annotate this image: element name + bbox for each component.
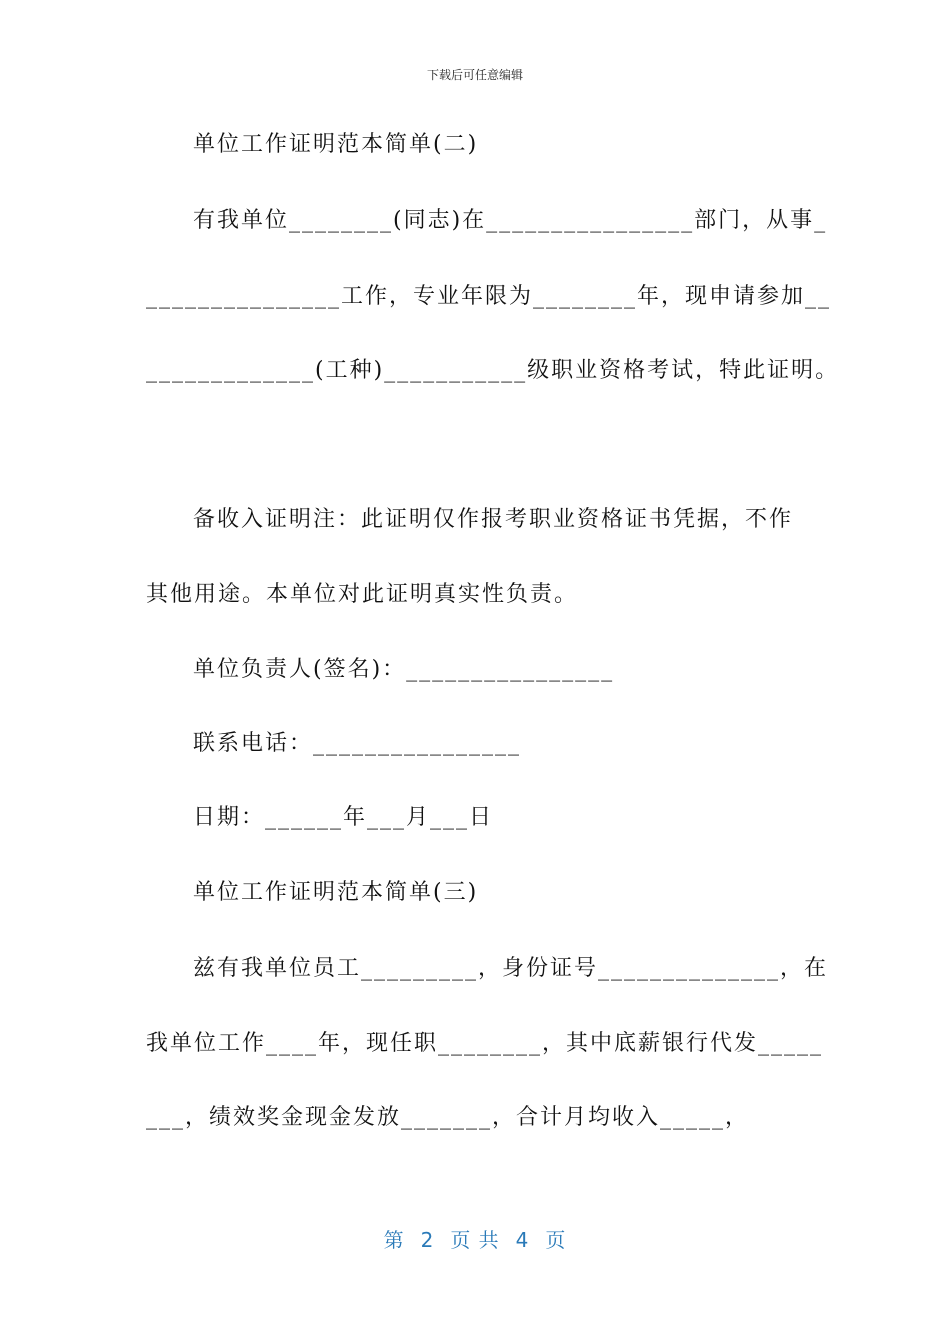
section-title-3: 单位工作证明范本简单(三) xyxy=(193,880,479,905)
employment-line-2: 我单位工作____年，现任职________，其中底薪银行代发_____ xyxy=(146,1031,824,1056)
employment-line-1: 兹有我单位员工_________，身份证号______________，在 xyxy=(193,956,829,981)
page-header-note: 下载后可任意编辑 xyxy=(426,68,523,82)
signer-line: 单位负责人(签名)：________________ xyxy=(193,657,615,682)
date-line: 日期：______年___月___日 xyxy=(193,805,494,830)
certificate-line-3: _____________(工种)___________级职业资格考试，特此证明。 xyxy=(146,358,840,383)
footer-label-total: 页 共 xyxy=(450,1228,500,1252)
income-note-line-2: 其他用途。本单位对此证明真实性负责。 xyxy=(146,582,579,607)
page-footer xyxy=(0,1224,950,1253)
phone-line: 联系电话：________________ xyxy=(193,731,522,756)
employment-line-3: ___，绩效奖金现金发放_______，合计月均收入_____， xyxy=(146,1105,750,1130)
certificate-line-1: 有我单位________(同志)在________________部门，从事_ xyxy=(193,208,828,233)
section-title-2: 单位工作证明范本简单(二) xyxy=(193,132,479,157)
footer-label-page: 第 xyxy=(383,1228,405,1252)
footer-total-pages: 4 xyxy=(515,1228,530,1252)
income-note-line-1: 备收入证明注：此证明仅作报考职业资格证书凭据，不作 xyxy=(193,507,794,532)
footer-label-end: 页 xyxy=(545,1228,567,1252)
certificate-line-2: _______________工作，专业年限为________年，现申请参加__ xyxy=(146,284,832,309)
footer-page-number: 2 xyxy=(420,1228,435,1252)
